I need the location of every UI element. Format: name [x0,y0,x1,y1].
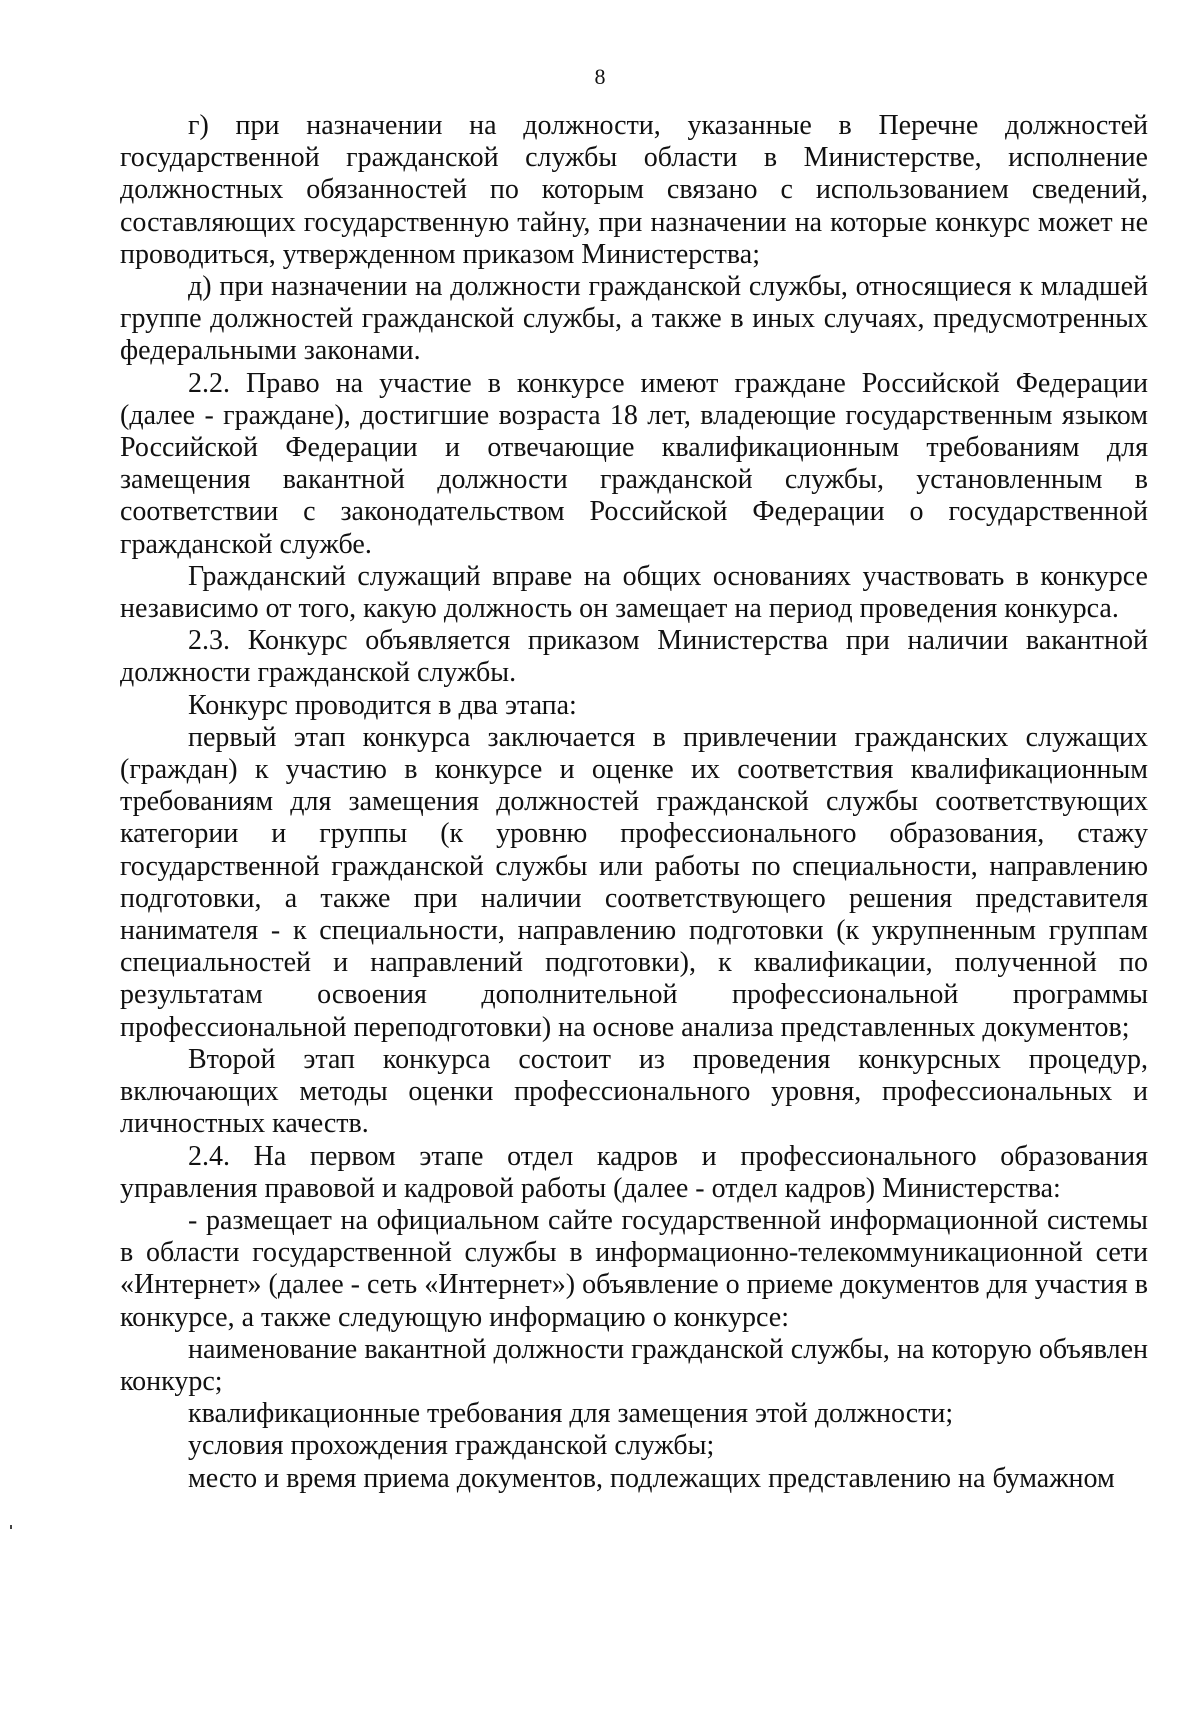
list-item-conditions: условия прохождения гражданской службы; [188,1430,715,1462]
paragraph-2-4: 2.4. На первом этапе отдел кадров и профессионального образования управления правовой и кадровой работы (далее - отдел кадров) Министерства: [120,1140,1148,1204]
list-item-position-name: наименование вакантной должности гражданской службы, на которую объявлен конкурс; [120,1333,1148,1397]
paragraph-2-2: 2.2. Право на участие в конкурсе имеют граждане Российской Федерации (далее - граждане), достигшие возраста 18 лет, владеющие государственным языком Российской Федерации и отвечающие квалификационным требованиям для замещения вакантной должности гражданской службы, установленным в соответствии с законодательством Российской Федерации о государственной гражданской службе. [120,367,1148,560]
list-item-place-time: место и время приема документов, подлежащих представлению на бумажном [188,1462,1115,1494]
document-body [120,110,1148,1495]
paragraph-two-stages: Конкурс проводится в два этапа: [188,689,577,721]
paragraph-posts-announcement: - размещает на официальном сайте государственной информационной системы в области государственной службы в информационно-телекоммуникационной сети «Интернет» (далее - сеть «Интернет») объявление о приеме документов для участия в конкурсе, а также следующую информацию о конкурсе: [120,1204,1148,1333]
page-number: 8 [594,64,606,89]
paragraph-first-stage: первый этап конкурса заключается в привлечении гражданских служащих (граждан) к участию в конкурсе и оценке их соответствия квалификационным требованиям для замещения должностей гражданской службы соответствующих категории и группы (к уровню профессионального образования, стажу государственной гражданской службы или работы по специальности, направлению подготовки, а также при наличии соответствующего решения представителя нанимателя - к специальности, направлению подготовки (к укрупненным группам специальностей и направлений подготовки), к квалификации, полученной по результатам освоения дополнительной профессиональной программы профессиональной переподготовки) на основе анализа представленных документов; [120,721,1148,1043]
paragraph-d: д) при назначении на должности гражданской службы, относящиеся к младшей группе должностей гражданской службы, а также в иных случаях, предусмотренных федеральными законами. [120,271,1148,367]
paragraph-civil-servant: Гражданский служащий вправе на общих основаниях участвовать в конкурсе независимо от того, какую должность он замещает на период проведения конкурса. [120,560,1148,625]
paragraph-g: г) при назначении на должности, указанные в Перечне должностей государственной гражданской службы области в Министерстве, исполнение должностных обязанностей по которым связано с использованием сведений, составляющих государственную тайну, при назначении на которые конкурс может не проводиться, утвержденном приказом Министерства; [120,110,1148,270]
paragraph-2-3: 2.3. Конкурс объявляется приказом Министерства при наличии вакантной должности гражданской службы. [120,625,1148,689]
list-item-qualifications: квалификационные требования для замещения этой должности; [188,1398,954,1430]
scan-speck [10,1525,12,1529]
paragraph-second-stage: Второй этап конкурса состоит из проведения конкурсных процедур, включающих методы оценки профессионального уровня, профессиональных и личностных качеств. [120,1043,1148,1140]
